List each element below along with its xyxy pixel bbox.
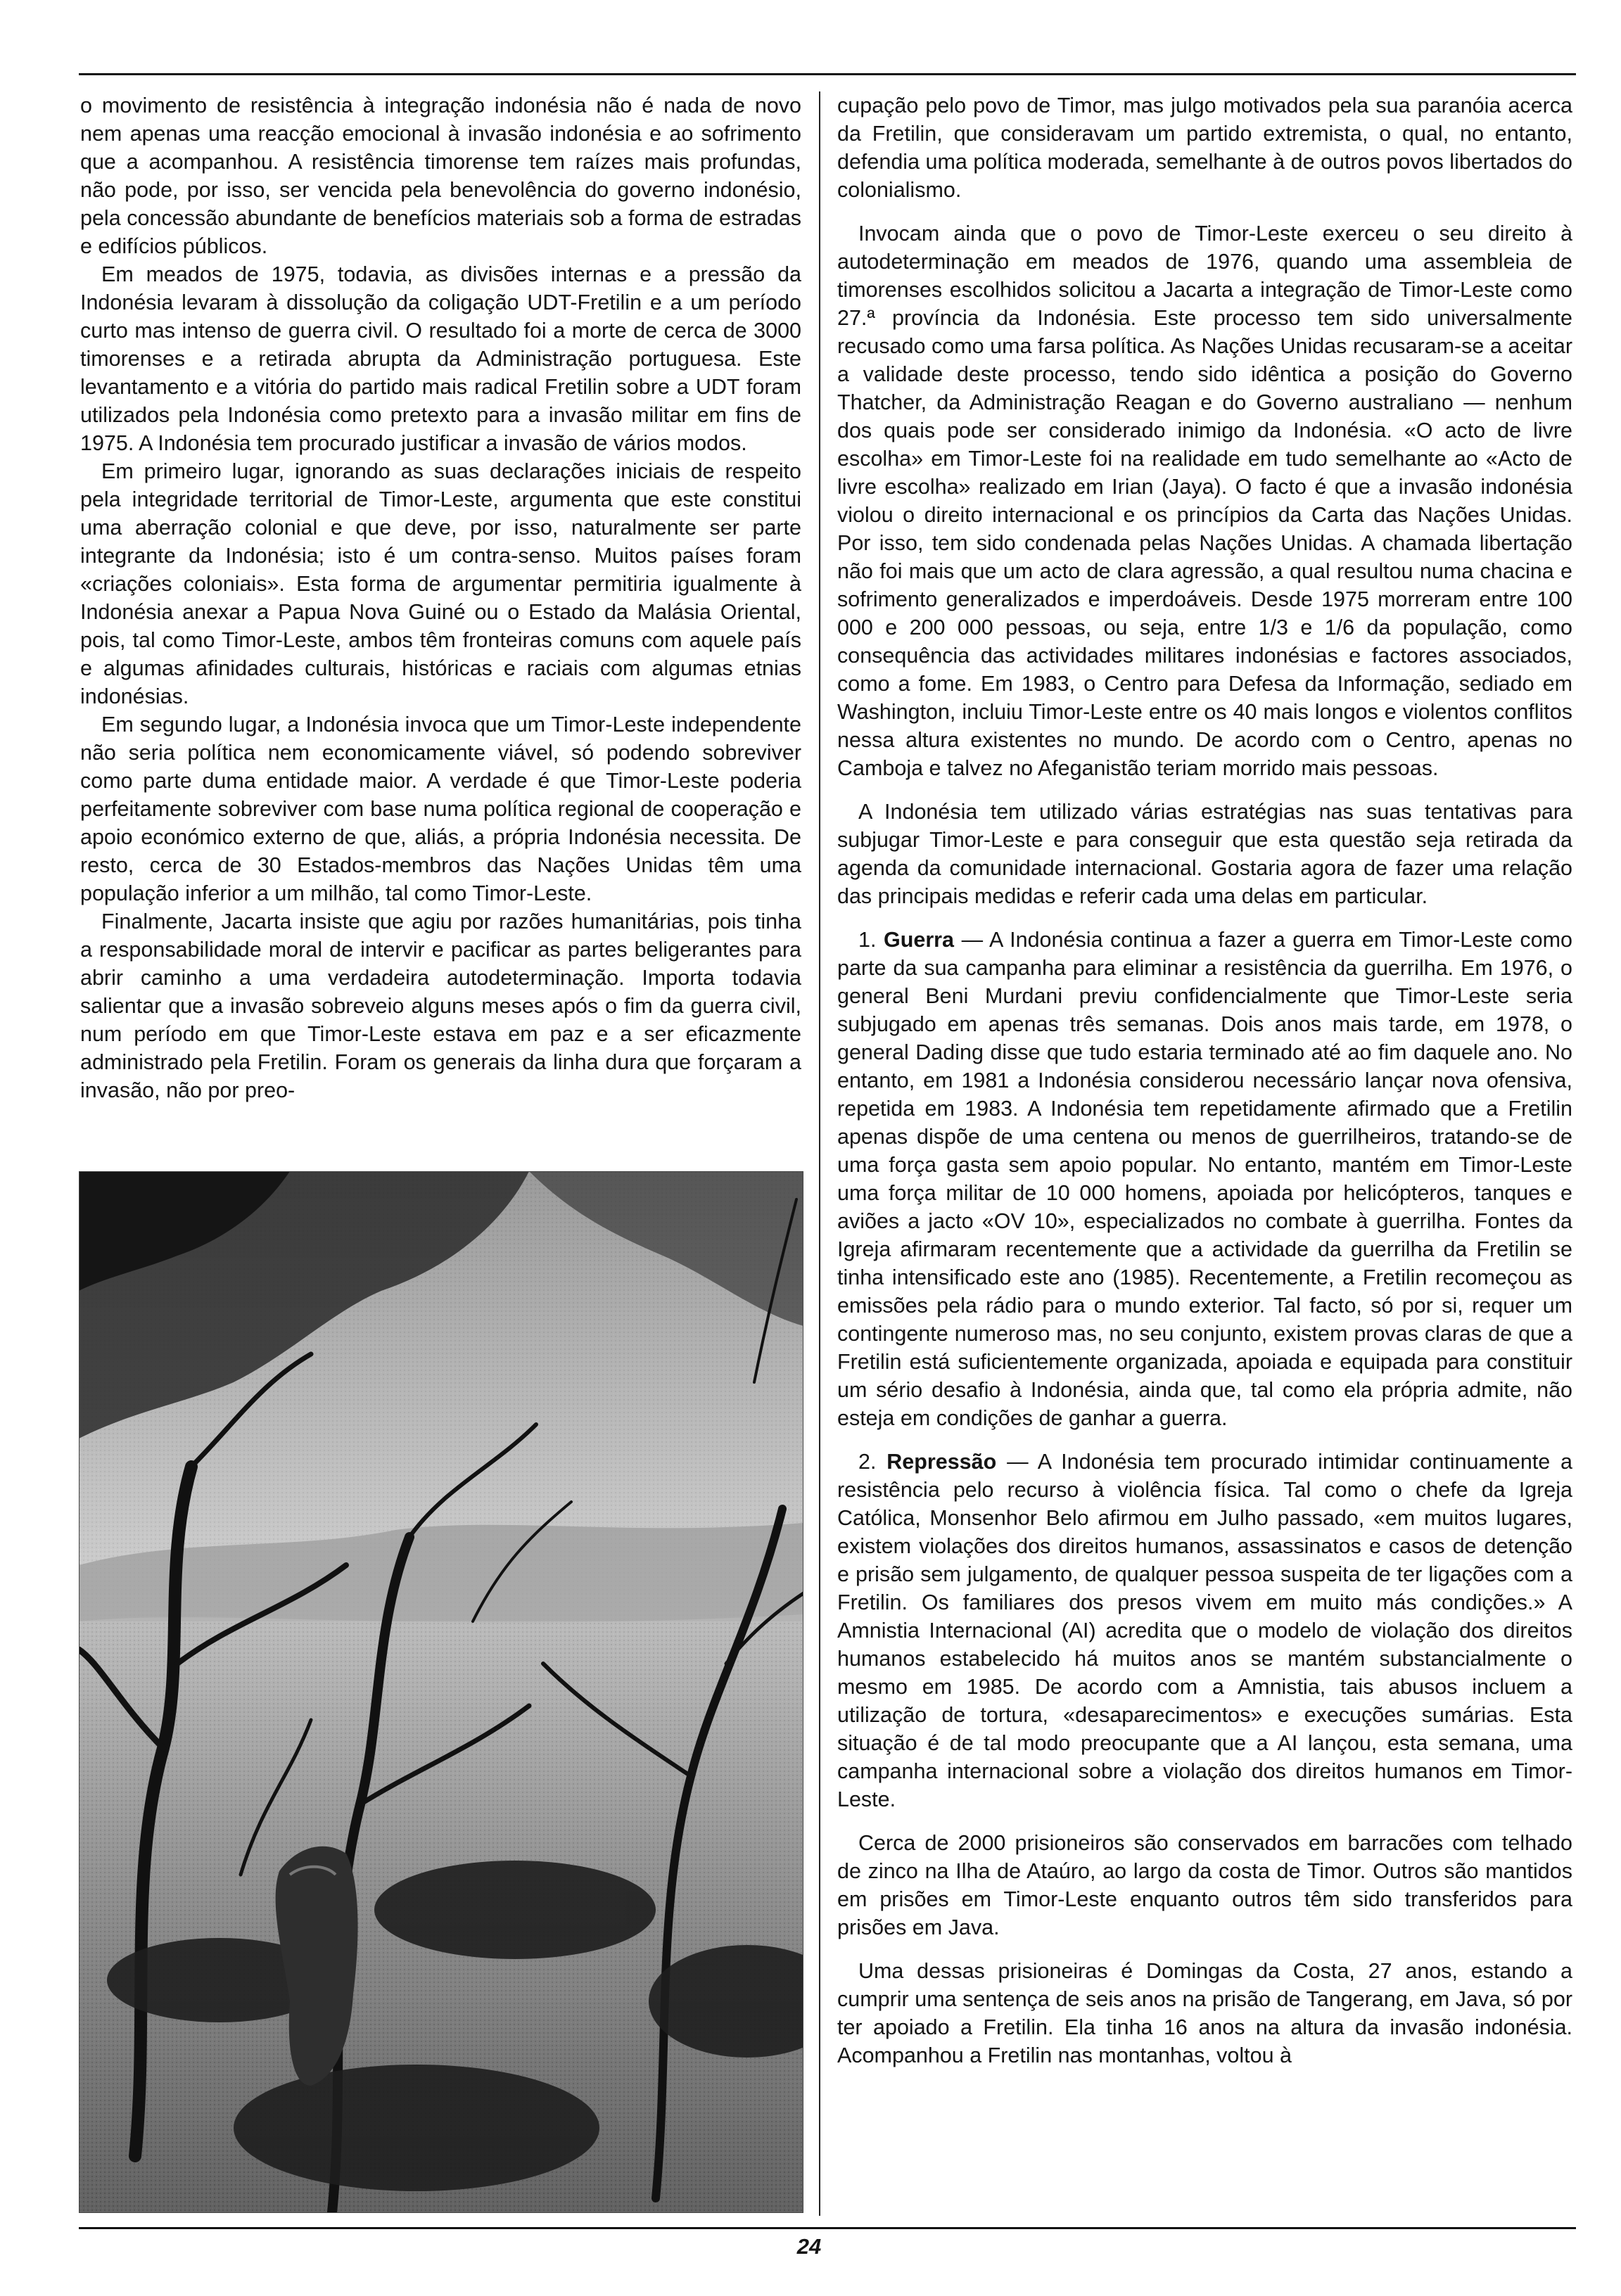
paragraph: Em primeiro lugar, ignorando as suas declarações iniciais de respeito pela integridade territorial de Timor-Leste, argumenta que este constitui uma aberração colonial e que deve, por isso, naturalmente ser parte integrante da Indonésia; isto é um contra-senso. Muitos países foram «criações coloniais». Esta forma de argumentar permitiria igualmente à Indonésia anexar a Papua Nova Guiné ou o Estado da Malásia Oriental, pois, tal como Timor-Leste, ambos têm fronteiras comuns com aquele país e algumas afinidades culturais, históricas e raciais com algumas etnias indonésias.	[80, 459, 801, 708]
paragraph: Invocam ainda que o povo de Timor-Leste exerceu o seu direito à autodeterminação em meados de 1976, quando uma assembleia de timorenses escolhidos solicitou a Jacarta a integração de Timor-Leste como 27.ª província da Indonésia. Este processo tem sido universalmente recusado como uma farsa política. As Nações Unidas recusaram-se a aceitar a validade deste processo, tendo sido idêntica a posição do Governo Thatcher, da Administração Reagan e do Governo australiano — nenhum dos quais pode ser considerado inimigo da Indonésia. «O acto de livre escolha» em Timor-Leste foi na realidade em tudo semelhante ao «Acto de livre escolha» realizado em Irian (Jaya). O facto é que a invasão indonésia violou o direito internacional e os princípios da Carta das Nações Unidas. Por isso, tem sido condenada pelas Nações Unidas. A chamada libertação não foi mais que um acto de clara agressão, a qual resultou numa chacina e sofrimento generalizados e imperdoáveis. Desde 1975 morreram entre 100 000 e 200 000 pessoas, ou seja, entre 1/3 e 1/6 da população, como consequência das actividades militares indonésias e factores associados, como a fome. Em 1983, o Centro para Defesa da Informação, sediado em Washington, incluiu Timor-Leste entre os 40 mais longos e violentos conflitos nessa altura existentes no mundo. De acordo com o Centro, apenas no Camboja e talvez no Afeganistão teriam morrido mais pessoas.	[837, 222, 1572, 780]
paragraph: Em segundo lugar, a Indonésia invoca que um Timor-Leste independente não seria política nem economicamente viável, só podendo sobreviver como parte duma entidade maior. A verdade é que Timor-Leste poderia perfeitamente sobreviver com base numa política regional de cooperação e apoio económico externo de que, aliás, a própria Indonésia necessita. De resto, cerca de 30 Estados-membros das Nações Unidas têm uma população inferior a um milhão, tal como Timor-Leste.	[80, 713, 801, 905]
top-rule	[79, 73, 1576, 75]
right-column	[837, 91, 1572, 2085]
item-number: 1.	[858, 928, 877, 952]
landscape-photo	[79, 1171, 803, 2213]
left-column	[80, 91, 801, 1104]
item-heading: Repressão	[886, 1450, 997, 1474]
list-item-war	[837, 926, 1572, 1432]
bottom-rule	[79, 2227, 1576, 2229]
item-body: — A Indonésia tem procurado intimidar continuamente a resistência pelo recurso à violência física. Tal como o chefe da Igreja Católica, Monsenhor Belo afirmou em Julho passado, «em muitos lugares, existem violações dos direitos humanos, assassinatos e casos de detenção e prisão sem julgamento, de qualquer pessoa suspeita de ter ligações com a Fretilin. Os familiares dos presos vivem em muito más condições.» A Amnistia Internacional (AI) acredita que o modelo de violação dos direitos humanos estabelecido há muitos anos se mantém substancialmente o mesmo em 1985. De acordo com a Amnistia, tais abusos incluem a utilização de tortura, «desaparecimentos» e execuções sumárias. Esta situação é de tal modo preocupante que a AI lançou, esta semana, uma campanha internacional sobre a violação dos direitos humanos em Timor-Leste.	[837, 1450, 1572, 1811]
column-divider	[819, 91, 820, 2216]
item-number: 2.	[858, 1450, 877, 1474]
paragraph: A Indonésia tem utilizado várias estratégias nas suas tentativas para subjugar Timor-Leste e para conseguir que esta questão seja retirada da agenda da comunidade internacional. Gostaria agora de fazer uma relação das principais medidas e referir cada uma delas em particular.	[837, 800, 1572, 908]
paragraph: Finalmente, Jacarta insiste que agiu por razões humanitárias, pois tinha a responsabilidade moral de intervir e pacificar as partes beligerantes para abrir caminho a uma verdadeira autodeterminação. Importa todavia salientar que a invasão sobreveio alguns meses após o fim da guerra civil, num período em que Timor-Leste estava em paz e a ser eficazmente administrado pela Fretilin. Foram os generais da linha dura que forçaram a invasão, não por preo-	[80, 910, 801, 1102]
list-item-repression	[837, 1448, 1572, 1813]
paragraph: Em meados de 1975, todavia, as divisões internas e a pressão da Indonésia levaram à dissolução da coligação UDT-Fretilin e a um período curto mas intenso de guerra civil. O resultado foi a morte de cerca de 3000 timorenses e a retirada abrupta da Administração portuguesa. Este levantamento e a vitória do partido mais radical Fretilin sobre a UDT foram utilizados pela Indonésia como pretexto para a invasão militar em fins de 1975. A Indonésia tem procurado justificar a invasão de vários modos.	[80, 262, 801, 455]
item-body: — A Indonésia continua a fazer a guerra em Timor-Leste como parte da sua campanha para eliminar a resistência da guerrilha. Em 1976, o general Beni Murdani previu confidencialmente que Timor-Leste seria subjugado em apenas três semanas. Dois anos mais tarde, em 1978, o general Dading disse que tudo estaria terminado até ao fim daquele ano. No entanto, em 1981 a Indonésia considerou necessário lançar nova ofensiva, repetida em 1983. A Indonésia tem repetidamente afirmado que a Fretilin apenas dispõe de uma centena ou menos de guerrilheiros, tratando-se de uma força gasta sem apoio popular. No entanto, mantém em Timor-Leste uma força militar de 10 000 homens, apoiada por helicópteros, tanques e aviões a jacto «OV 10», especializados no combate à guerrilha. Fontes da Igreja afirmaram recentemente que a actividade da guerrilha da Fretilin se tinha intensificado este ano (1985). Recentemente, a Fretilin recomeçou as emissões pela rádio para o mundo exterior. Tal facto, só por si, requer um contingente numeroso mas, no seu conjunto, existem provas claras de que a Fretilin está suficientemente organizada, apoiada e equipada para constituir um sério desafio à Indonésia, ainda que, tal como ela própria admite, não esteja em condições de ganhar a guerra.	[837, 928, 1572, 1430]
paragraph: Cerca de 2000 prisioneiros são conservados em barracões com telhado de zinco na Ilha de Ataúro, ao largo da costa de Timor. Outros são mantidos em prisões em Timor-Leste enquanto outros têm sido transferidos para prisões em Java.	[837, 1831, 1572, 1939]
paragraph: cupação pelo povo de Timor, mas julgo motivados pela sua paranóia acerca da Fretilin, que consideravam um partido extremista, o qual, no entanto, defendia uma política moderada, semelhante à de outros povos libertados do colonialismo.	[837, 94, 1572, 202]
item-heading: Guerra	[884, 928, 955, 952]
paragraph: o movimento de resistência à integração indonésia não é nada de novo nem apenas uma reacção emocional à invasão indonésia e ao sofrimento que a acompanhou. A resistência timorense tem raízes mais profundas, não pode, por isso, ser vencida pela benevolência do governo indonésio, pela concessão abundante de benefícios materiais sob a forma de estradas e edifícios públicos.	[80, 94, 801, 258]
paragraph: Uma dessas prisioneiras é Domingas da Costa, 27 anos, estando a cumprir uma sentença de seis anos na prisão de Tangerang, em Java, só por ter apoiado a Fretilin. Ela tinha 16 anos na altura da invasão indonésia. Acompanhou a Fretilin nas montanhas, voltou à	[837, 1959, 1572, 2067]
page-number: 24	[796, 2234, 822, 2259]
